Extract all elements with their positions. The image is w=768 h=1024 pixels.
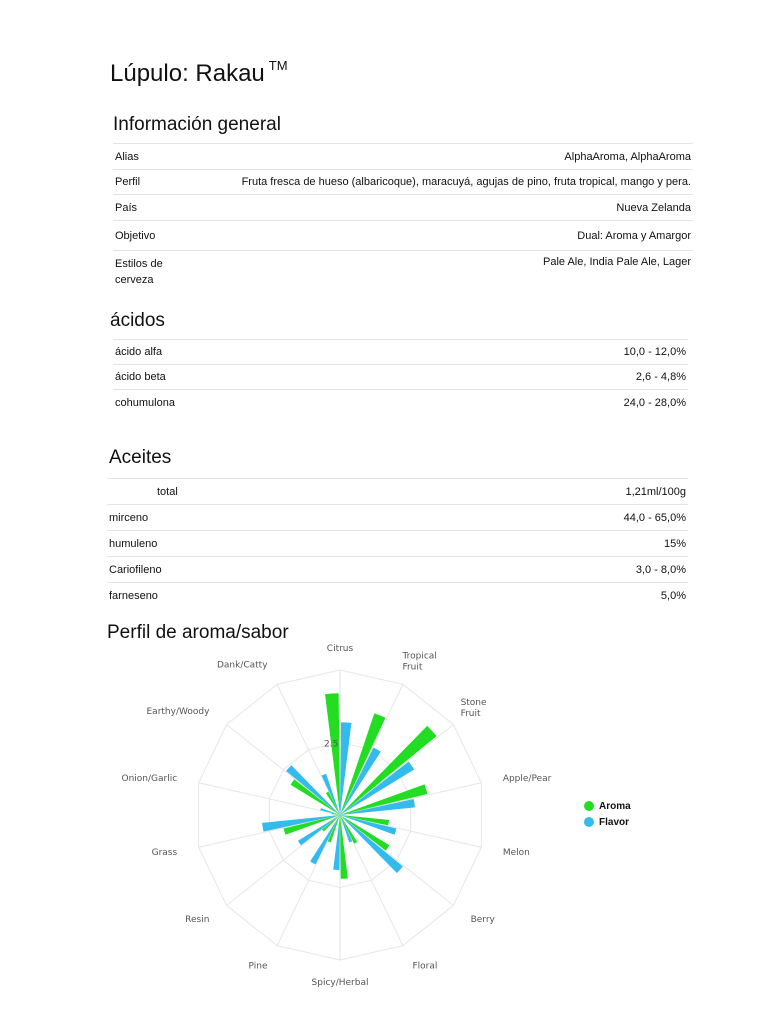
radial-tick-label: 2.5 — [324, 739, 339, 750]
acids-heading: ácidos — [110, 310, 165, 331]
row-value: Fruta fresca de hueso (albaricoque), maracuyá, agujas de pino, fruta tropical, mango y pera. — [187, 170, 693, 195]
row-key: ácido alfa — [113, 340, 395, 365]
row-key: Cariofileno — [107, 557, 411, 583]
profile-heading: Perfil de aroma/sabor — [107, 622, 289, 643]
axis-label-0: Citrus — [326, 644, 354, 654]
row-value: 3,0 - 8,0% — [411, 557, 688, 583]
page-title: Lúpulo: Rakau ™ — [110, 58, 288, 87]
row-value: 5,0% — [411, 583, 688, 609]
axis-label-2: Stone Fruit — [460, 697, 487, 719]
axis-label-7: Spicy/Herbal — [311, 978, 369, 988]
grid-spoke — [340, 815, 453, 905]
row-value: 1,21ml/100g — [411, 479, 688, 505]
axis-label-1: Tropical Fruit — [402, 651, 437, 673]
legend-item-flavor — [584, 814, 631, 830]
legend-swatch-flavor — [584, 817, 594, 827]
axis-label-4: Melon — [502, 848, 530, 859]
bar-flavor-12 — [286, 765, 340, 815]
row-value: Pale Ale, India Pale Ale, Lager — [187, 251, 693, 293]
legend-label-flavor: Flavor — [599, 816, 630, 828]
row-value: 10,0 - 12,0% — [395, 340, 688, 365]
row-value: AlphaAroma, AlphaAroma — [187, 144, 693, 170]
grid-spoke — [227, 725, 340, 815]
row-value: 2,6 - 4,8% — [395, 365, 688, 390]
row-value: Nueva Zelanda — [187, 195, 693, 221]
axis-label-12: Earthy/Woody — [146, 706, 210, 717]
row-key: ácido beta — [113, 365, 395, 390]
row-key: País — [113, 195, 187, 221]
axis-label-6: Floral — [412, 961, 438, 972]
row-key: Estilos de cerveza — [113, 251, 187, 293]
axis-label-5: Berry — [470, 915, 495, 926]
legend-label-aroma: Aroma — [599, 800, 631, 812]
legend-item-aroma — [584, 798, 631, 814]
row-key: cohumulona — [113, 390, 395, 417]
row-key: farneseno — [107, 583, 411, 609]
axis-label-9: Resin — [185, 915, 210, 926]
axis-label-11: Onion/Garlic — [121, 773, 178, 784]
axis-label-8: Pine — [248, 961, 268, 972]
axis-label-10: Grass — [151, 848, 178, 859]
grid-spoke — [227, 815, 340, 905]
row-value: 24,0 - 28,0% — [395, 390, 688, 417]
row-key: Alias — [113, 144, 187, 170]
oils-heading: Aceites — [109, 447, 172, 468]
axis-label-13: Dank/Catty — [216, 660, 268, 671]
row-value: 15% — [411, 531, 688, 557]
row-key: Perfil — [113, 170, 187, 195]
legend-swatch-aroma — [584, 801, 594, 811]
row-key: Objetivo — [113, 221, 187, 251]
axis-label-3: Apple/Pear — [502, 773, 552, 784]
trademark-mark: TM — [268, 58, 288, 73]
row-key: total — [107, 479, 411, 505]
row-key: mirceno — [107, 505, 411, 531]
row-key: humuleno — [107, 531, 411, 557]
chart-legend — [584, 798, 631, 830]
row-value: 44,0 - 65,0% — [411, 505, 688, 531]
general-heading: Información general — [113, 114, 281, 135]
row-value: Dual: Aroma y Amargor — [187, 221, 693, 251]
